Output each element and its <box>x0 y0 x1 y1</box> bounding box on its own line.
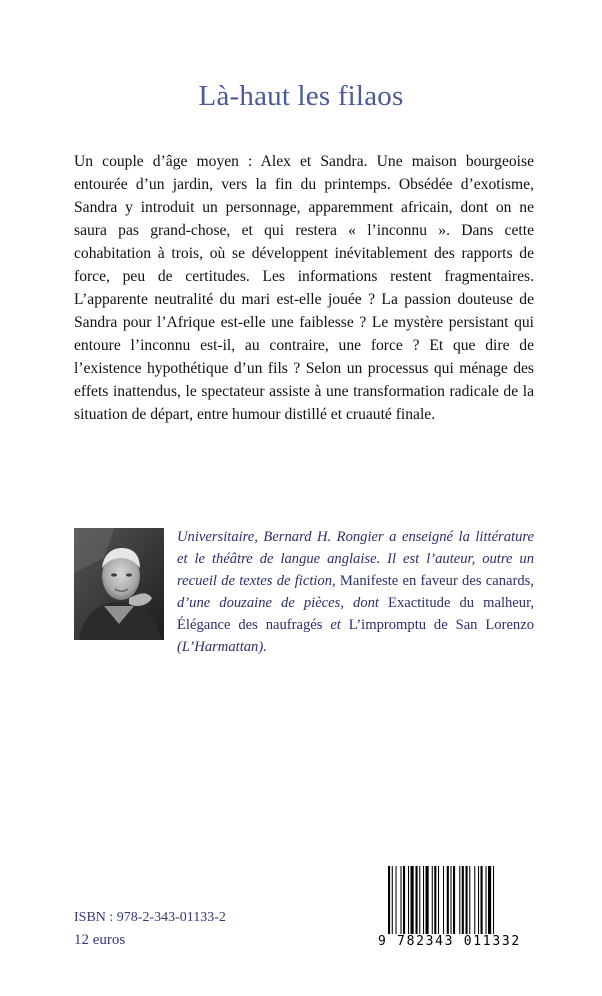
author-photo <box>74 528 164 640</box>
bio-work-impromptu: L’impromptu de San Lorenzo <box>348 617 534 633</box>
bio-paragraph <box>177 526 534 658</box>
barcode-digits: 9 782343 011332 <box>378 934 538 949</box>
bio-work-manifeste: Manifeste en faveur des canards <box>339 573 531 589</box>
book-title: Là-haut les filaos <box>198 80 404 112</box>
bio-connector-1: , d’une douzaine de pièces, dont <box>177 573 534 611</box>
bio-connector-2: et <box>322 617 349 633</box>
book-blurb <box>74 150 534 426</box>
author-bio <box>177 526 534 658</box>
bio-work-exactitude: Exactitude du malheur, Élégance des naufragés <box>177 595 535 633</box>
isbn: ISBN : 978-2-343-01133-2 <box>74 910 226 925</box>
bio-publisher: (L’Harmattan). <box>177 639 267 655</box>
blurb-paragraph: Un couple d’âge moyen : Alex et Sandra. Une maison bourgeoise entourée d’un jardin, vers la fin du printemps. Obsédée d’exotisme, Sandra y introduit un personnage, apparemment africain, dont on ne saura pas grand-chose, et qui restera « l’inconnu ». Dans cette cohabitation à trois, où se développent inévitablement des rapports de force, peu de certitudes. Les informations restent fragmentaires. L’apparente neutralité du mari est-elle jouée ? La passion douteuse de Sandra pour l’Afrique est-elle une faiblesse ? Le mystère persistant qui entoure l’inconnu est-il, au contraire, une force ? Et que dire de l’existence hypothétique d’un fils ? Selon un processus qui ménage des effets inattendus, le spectateur assiste à une transformation radicale de la situation de départ, entre humour distillé et cruauté finale. <box>74 153 534 423</box>
bio-intro: Universitaire, Bernard H. Rongier a enseigné la littérature et le théâtre de langue anglaise. Il est l’auteur, outre un recueil de textes de fiction, <box>177 529 534 589</box>
price: 12 euros <box>74 932 126 948</box>
